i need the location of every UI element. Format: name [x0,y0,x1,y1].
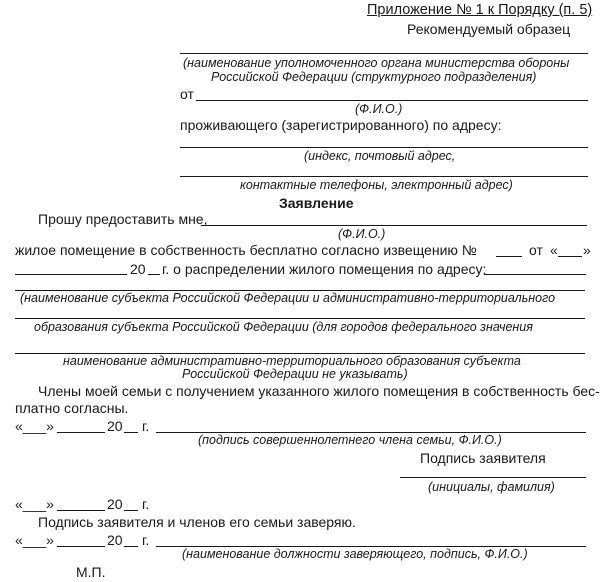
contacts-line[interactable] [180,176,588,177]
subject-caption-3: наименование административно-территориального образования субъекта [63,354,521,368]
applicant-fio-line[interactable] [196,100,588,101]
request-fio-caption: (Ф.И.О.) [338,227,386,241]
appendix-heading: Приложение № 1 к Порядку (п. 5) [367,2,593,18]
family-date-year-prefix: 20 [107,418,123,434]
address-line[interactable] [180,147,588,148]
from-label: от [180,86,194,102]
applicant-sign-label: Подпись заявителя [420,450,546,466]
request-fio-line[interactable] [201,225,587,226]
family-date-month-field[interactable] [57,432,105,433]
applicant-date-day[interactable]: «___» [15,496,54,512]
certifier-date-day[interactable]: «___» [15,532,54,548]
family-consent-text-1: Члены моей семьи с получением указанного жилого помещения в собственность бес- [38,383,600,399]
notice-number-field[interactable] [496,256,522,257]
subject-caption-2: образования субъекта Российской Федерации (для городов федерального значения [34,320,533,334]
distribution-text: г. о распределении жилого помещения по адресу: [162,261,487,277]
family-date-year-field[interactable] [124,432,138,433]
applicant-date-g: г. [142,496,150,512]
org-caption-line1: (наименование уполномоченного органа министерства обороны [183,56,570,70]
family-date-g: г. [142,418,150,434]
family-consent-text-2: платно согласны. [15,400,129,416]
dwelling-address-field[interactable] [484,274,586,275]
initials-caption: (инициалы, фамилия) [428,480,555,494]
document-title: Заявление [279,195,354,211]
family-date-day[interactable]: «___» [15,418,54,434]
applicant-fio-caption: (Ф.И.О.) [355,102,403,116]
position-caption: (наименование должности заверяющего, подпись, Ф.И.О.) [182,547,528,561]
sample-label: Рекомендуемый образец [407,21,571,37]
certify-text: Подпись заявителя и членов его семьи заверяю. [38,514,356,530]
subject-caption-1: (наименование субъекта Российской Федерации и административно-территориального [20,291,556,305]
quote-close: » [583,242,591,258]
stamp-place: М.П. [76,564,106,580]
family-sign-caption: (подпись совершеннолетнего члена семьи, Ф.И.О.) [198,433,502,447]
subject-caption-4: Российской Федерации не указывать) [182,367,408,381]
quote-open: « [550,242,558,258]
applicant-sign-line[interactable] [400,477,586,478]
from-word: от [529,242,543,258]
request-label: Прошу предоставить мне, [38,211,208,227]
org-name-line[interactable] [180,53,588,54]
year-prefix: 20 [130,261,146,277]
residing-label: проживающего (зарегистрированного) по адресу: [180,117,502,133]
dwelling-text: жилое помещение в собственность бесплатно согласно извещению № [15,242,477,258]
contacts-caption: контактные телефоны, электронный адрес) [240,178,513,192]
certifier-date-g: г. [142,532,150,548]
notice-month-field[interactable] [15,274,127,275]
org-caption-line2: Российской Федерации (структурного подразделения) [211,70,537,84]
applicant-date-year-prefix: 20 [107,496,123,512]
applicant-date-month-field[interactable] [57,510,105,511]
subject-line-2[interactable] [15,318,585,319]
certifier-date-year-field[interactable] [124,546,138,547]
notice-year-field[interactable] [148,274,160,275]
address-caption: (индекс, почтовый адрес, [304,149,456,163]
applicant-date-year-field[interactable] [124,510,138,511]
notice-day-field[interactable] [558,256,582,257]
certifier-date-year-prefix: 20 [107,532,123,548]
certifier-date-month-field[interactable] [57,546,105,547]
